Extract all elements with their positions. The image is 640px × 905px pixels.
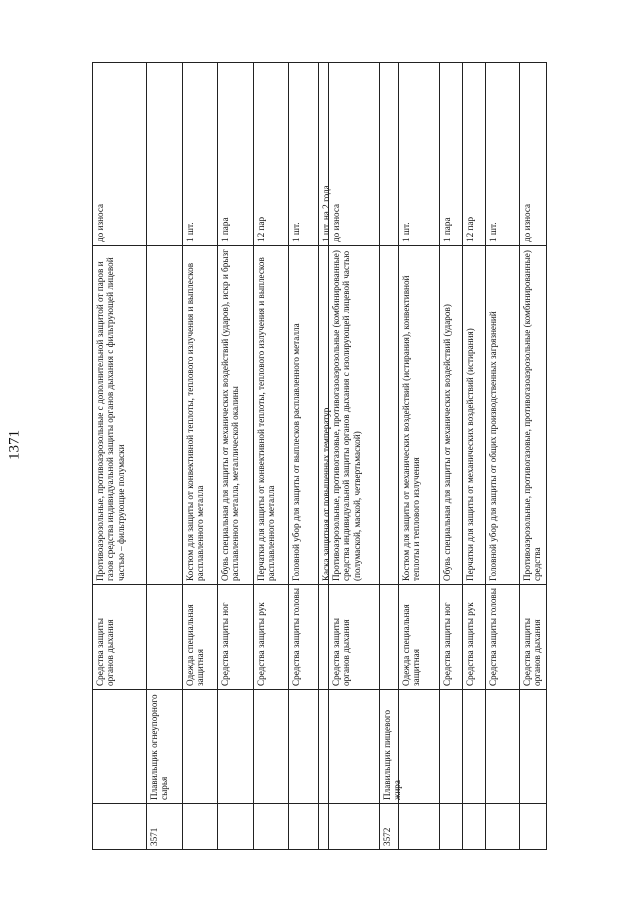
cell-item: [379, 246, 398, 585]
cell-category: Средства защиты органов дыхания: [328, 585, 379, 690]
cell-profession: Плавильщик пищевого жира: [379, 690, 398, 804]
cell-profession: [318, 690, 328, 804]
cell-category: Одежда специальная защитная: [182, 585, 217, 690]
cell-norm: 1 пара: [439, 62, 462, 246]
cell-num: 3571: [146, 804, 182, 850]
cell-norm: 1 шт.: [182, 62, 217, 246]
cell-num: [485, 804, 519, 850]
cell-norm: до износа: [92, 62, 146, 246]
cell-num: [462, 804, 485, 850]
cell-item: Противоаэрозольные, противогазовые, противогазоаэрозольные (комбинированные) средства: [519, 246, 547, 585]
cell-norm: до износа: [519, 62, 547, 246]
cell-item: Перчатки для защиты от механических воздействий (истирания): [462, 246, 485, 585]
cell-item: [146, 246, 182, 585]
cell-item: Обувь специальная для защиты от механических воздействий (ударов), искр и брызг расплавленного металла, металлической окалины: [217, 246, 253, 585]
cell-num: [92, 804, 146, 850]
cell-category: Средства защиты рук: [462, 585, 485, 690]
cell-item: Головной убор для защиты от выплесков расплавленного металла: [288, 246, 318, 585]
cell-norm: 1 шт.: [288, 62, 318, 246]
cell-norm: до износа: [328, 62, 379, 246]
table-border-right: [92, 62, 547, 63]
cell-num: [439, 804, 462, 850]
cell-item: Противоаэрозольные, противогазовые, противогазоаэрозольные (комбинированные) средства индивидуальной защиты органов дыхания с изолирующей лицевой частью (полумаской, маской, четвертьмаской): [328, 246, 379, 585]
cell-item: Перчатки для защиты от конвективной теплоты, теплового излучения и выплесков расплавленного металла: [253, 246, 288, 585]
cell-norm: 1 шт.: [398, 62, 439, 246]
cell-norm: 1 шт.: [485, 62, 519, 246]
cell-item: Обувь специальная для защиты от механических воздействий (ударов): [439, 246, 462, 585]
cell-norm: 12 пар: [462, 62, 485, 246]
cell-profession: [398, 690, 439, 804]
cell-item: Головной убор для защиты от общих производственных загрязнений: [485, 246, 519, 585]
cell-profession: [462, 690, 485, 804]
cell-category: Средства защиты ног: [217, 585, 253, 690]
cell-norm: 12 пар: [253, 62, 288, 246]
cell-profession: [439, 690, 462, 804]
cell-profession: Плавильщик огнеупорного сырья: [146, 690, 182, 804]
rotated-table: [92, 62, 547, 850]
cell-category: [146, 585, 182, 690]
cell-num: 3572: [379, 804, 398, 850]
cell-item: Каска защитная от повышенных температур: [318, 246, 328, 585]
cell-profession: [92, 690, 146, 804]
cell-num: [519, 804, 547, 850]
cell-norm: 1 пара: [217, 62, 253, 246]
page-number: 1371: [6, 430, 23, 460]
cell-num: [217, 804, 253, 850]
cell-num: [398, 804, 439, 850]
cell-item: Противоаэрозольные, противоаэрозольные с дополнительной защитой от паров и газов средства индивидуальной защиты органов дыхания с фильтрующей лицевой частью – фильтрующие полумаски: [92, 246, 146, 585]
cell-norm: 1 шт. на 2 года: [318, 62, 328, 246]
cell-category: Средства защиты органов дыхания: [92, 585, 146, 690]
cell-profession: [253, 690, 288, 804]
cell-category: Средства защиты рук: [253, 585, 288, 690]
cell-category: Средства защиты органов дыхания: [519, 585, 547, 690]
cell-profession: [217, 690, 253, 804]
cell-num: [253, 804, 288, 850]
cell-category: Средства защиты ног: [439, 585, 462, 690]
cell-item: Костюм для защиты от механических воздействий (истирания), конвективной теплоты и теплового излучения: [398, 246, 439, 585]
cell-category: Одежда специальная защитная: [398, 585, 439, 690]
cell-profession: [519, 690, 547, 804]
cell-num: [328, 804, 379, 850]
cell-norm: [379, 62, 398, 246]
cell-item: Костюм для защиты от конвективной теплоты, теплового излучения и выплесков расплавленного металла: [182, 246, 217, 585]
cell-category: [318, 585, 328, 690]
cell-profession: [485, 690, 519, 804]
cell-profession: [182, 690, 217, 804]
cell-num: [288, 804, 318, 850]
cell-num: [182, 804, 217, 850]
cell-category: Средства защиты головы: [288, 585, 318, 690]
cell-norm: [146, 62, 182, 246]
cell-num: [318, 804, 328, 850]
cell-category: Средства защиты головы: [485, 585, 519, 690]
table-border-bottom: [546, 62, 547, 850]
cell-profession: [328, 690, 379, 804]
cell-category: [379, 585, 398, 690]
cell-profession: [288, 690, 318, 804]
